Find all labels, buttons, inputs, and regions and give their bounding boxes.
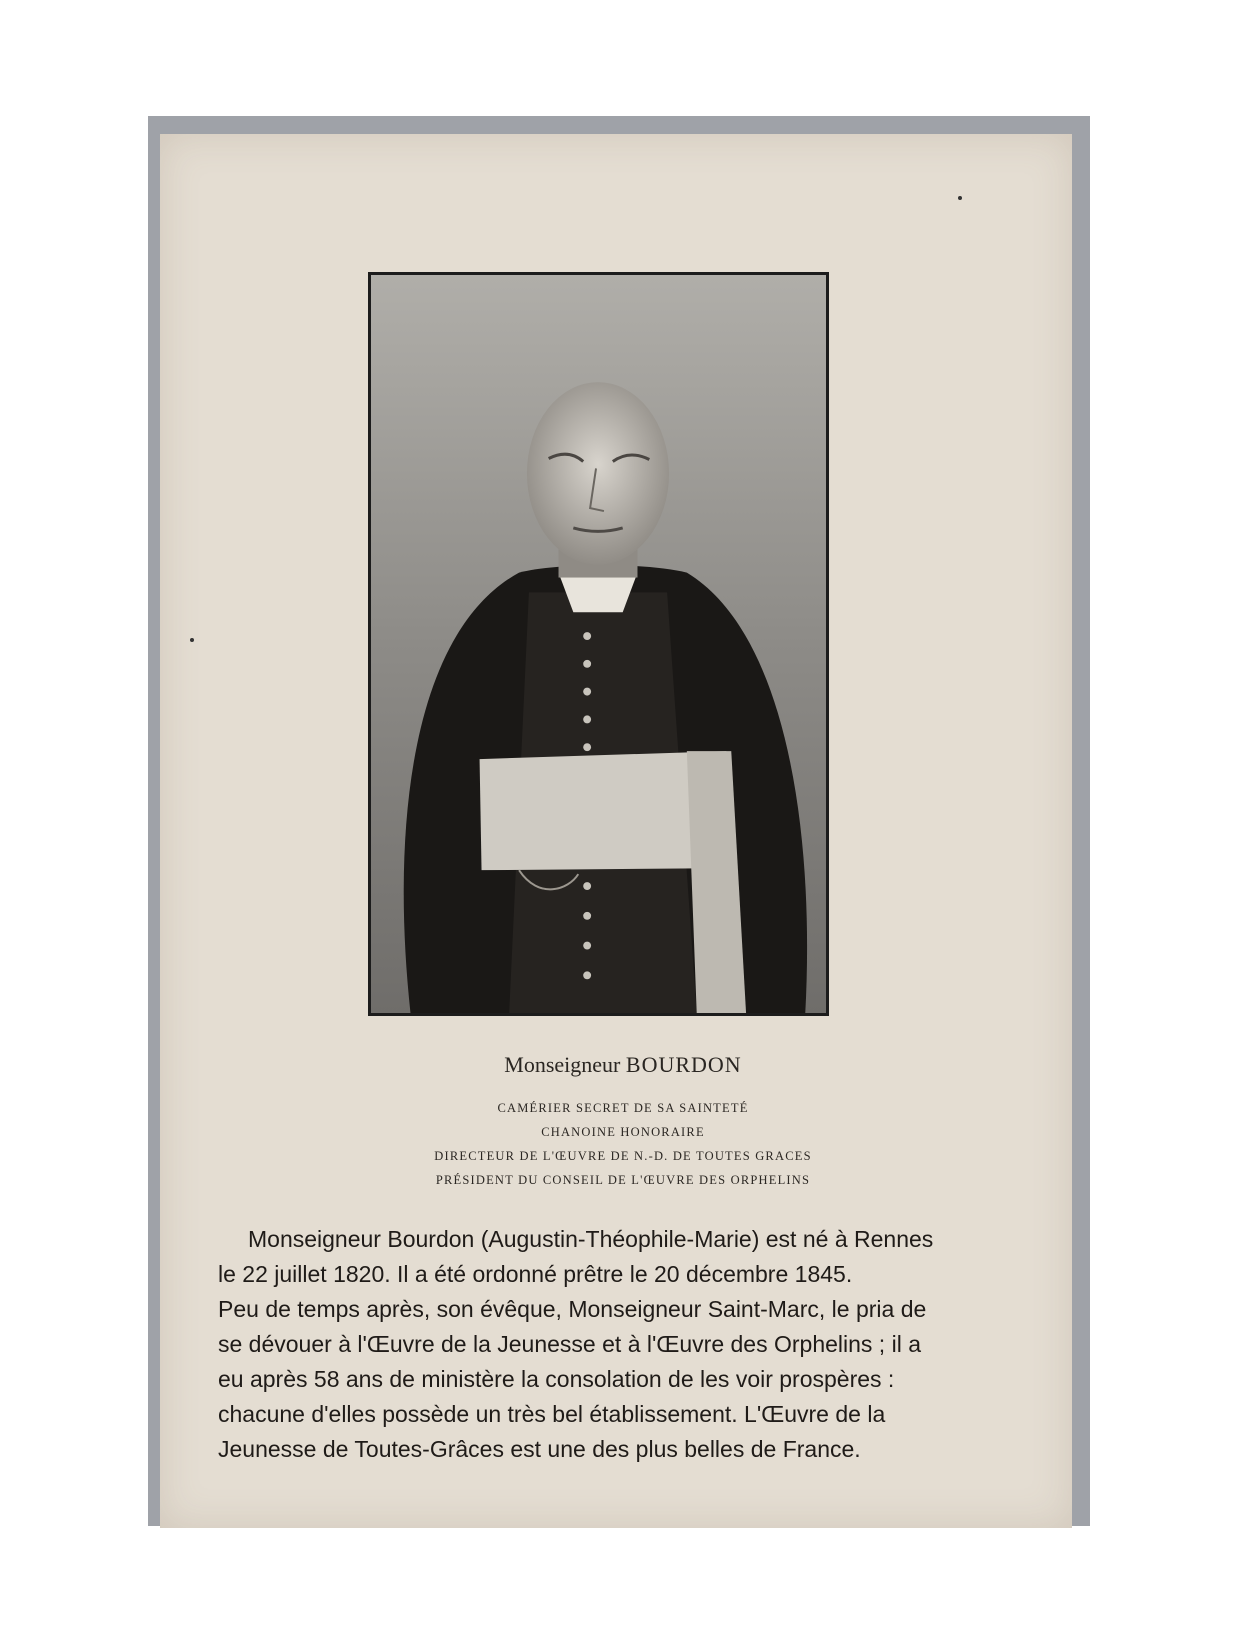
portrait-illustration <box>371 275 826 1013</box>
caption-title: Monseigneur <box>504 1052 621 1077</box>
bio-line: Monseigneur Bourdon (Augustin-Théophile-Marie) est né à Rennes <box>248 1226 934 1252</box>
bio-line: eu après 58 ans de ministère la consolation de les voir prospères : <box>218 1366 895 1392</box>
title-line: PRÉSIDENT DU CONSEIL DE L'ŒUVRE DES ORPHELINS <box>435 1173 811 1187</box>
bio-line: le 22 juillet 1820. Il a été ordonné prêtre le 20 décembre 1845. <box>218 1261 853 1287</box>
titles-block <box>0 1096 1246 1192</box>
bio-line: Peu de temps après, son évêque, Monseigneur Saint-Marc, le pria de <box>218 1296 927 1322</box>
speck <box>190 638 194 642</box>
caption-surname: BOURDON <box>625 1052 742 1077</box>
biography-paragraph <box>218 1222 976 1467</box>
speck <box>958 196 962 200</box>
portrait-photo <box>368 272 829 1016</box>
title-line: CAMÉRIER SECRET DE SA SAINTETÉ <box>497 1101 749 1115</box>
bio-line: se dévouer à l'Œuvre de la Jeunesse et à l'Œuvre des Orphelins ; il a <box>218 1331 921 1357</box>
title-line: CHANOINE HONORAIRE <box>541 1125 705 1139</box>
portrait-caption <box>0 1052 1246 1078</box>
bio-line: Jeunesse de Toutes-Grâces est une des plus belles de France. <box>218 1436 861 1462</box>
bio-line: chacune d'elles possède un très bel établissement. L'Œuvre de la <box>218 1401 886 1427</box>
title-line: DIRECTEUR DE L'ŒUVRE DE N.-D. DE TOUTES GRACES <box>434 1149 812 1163</box>
